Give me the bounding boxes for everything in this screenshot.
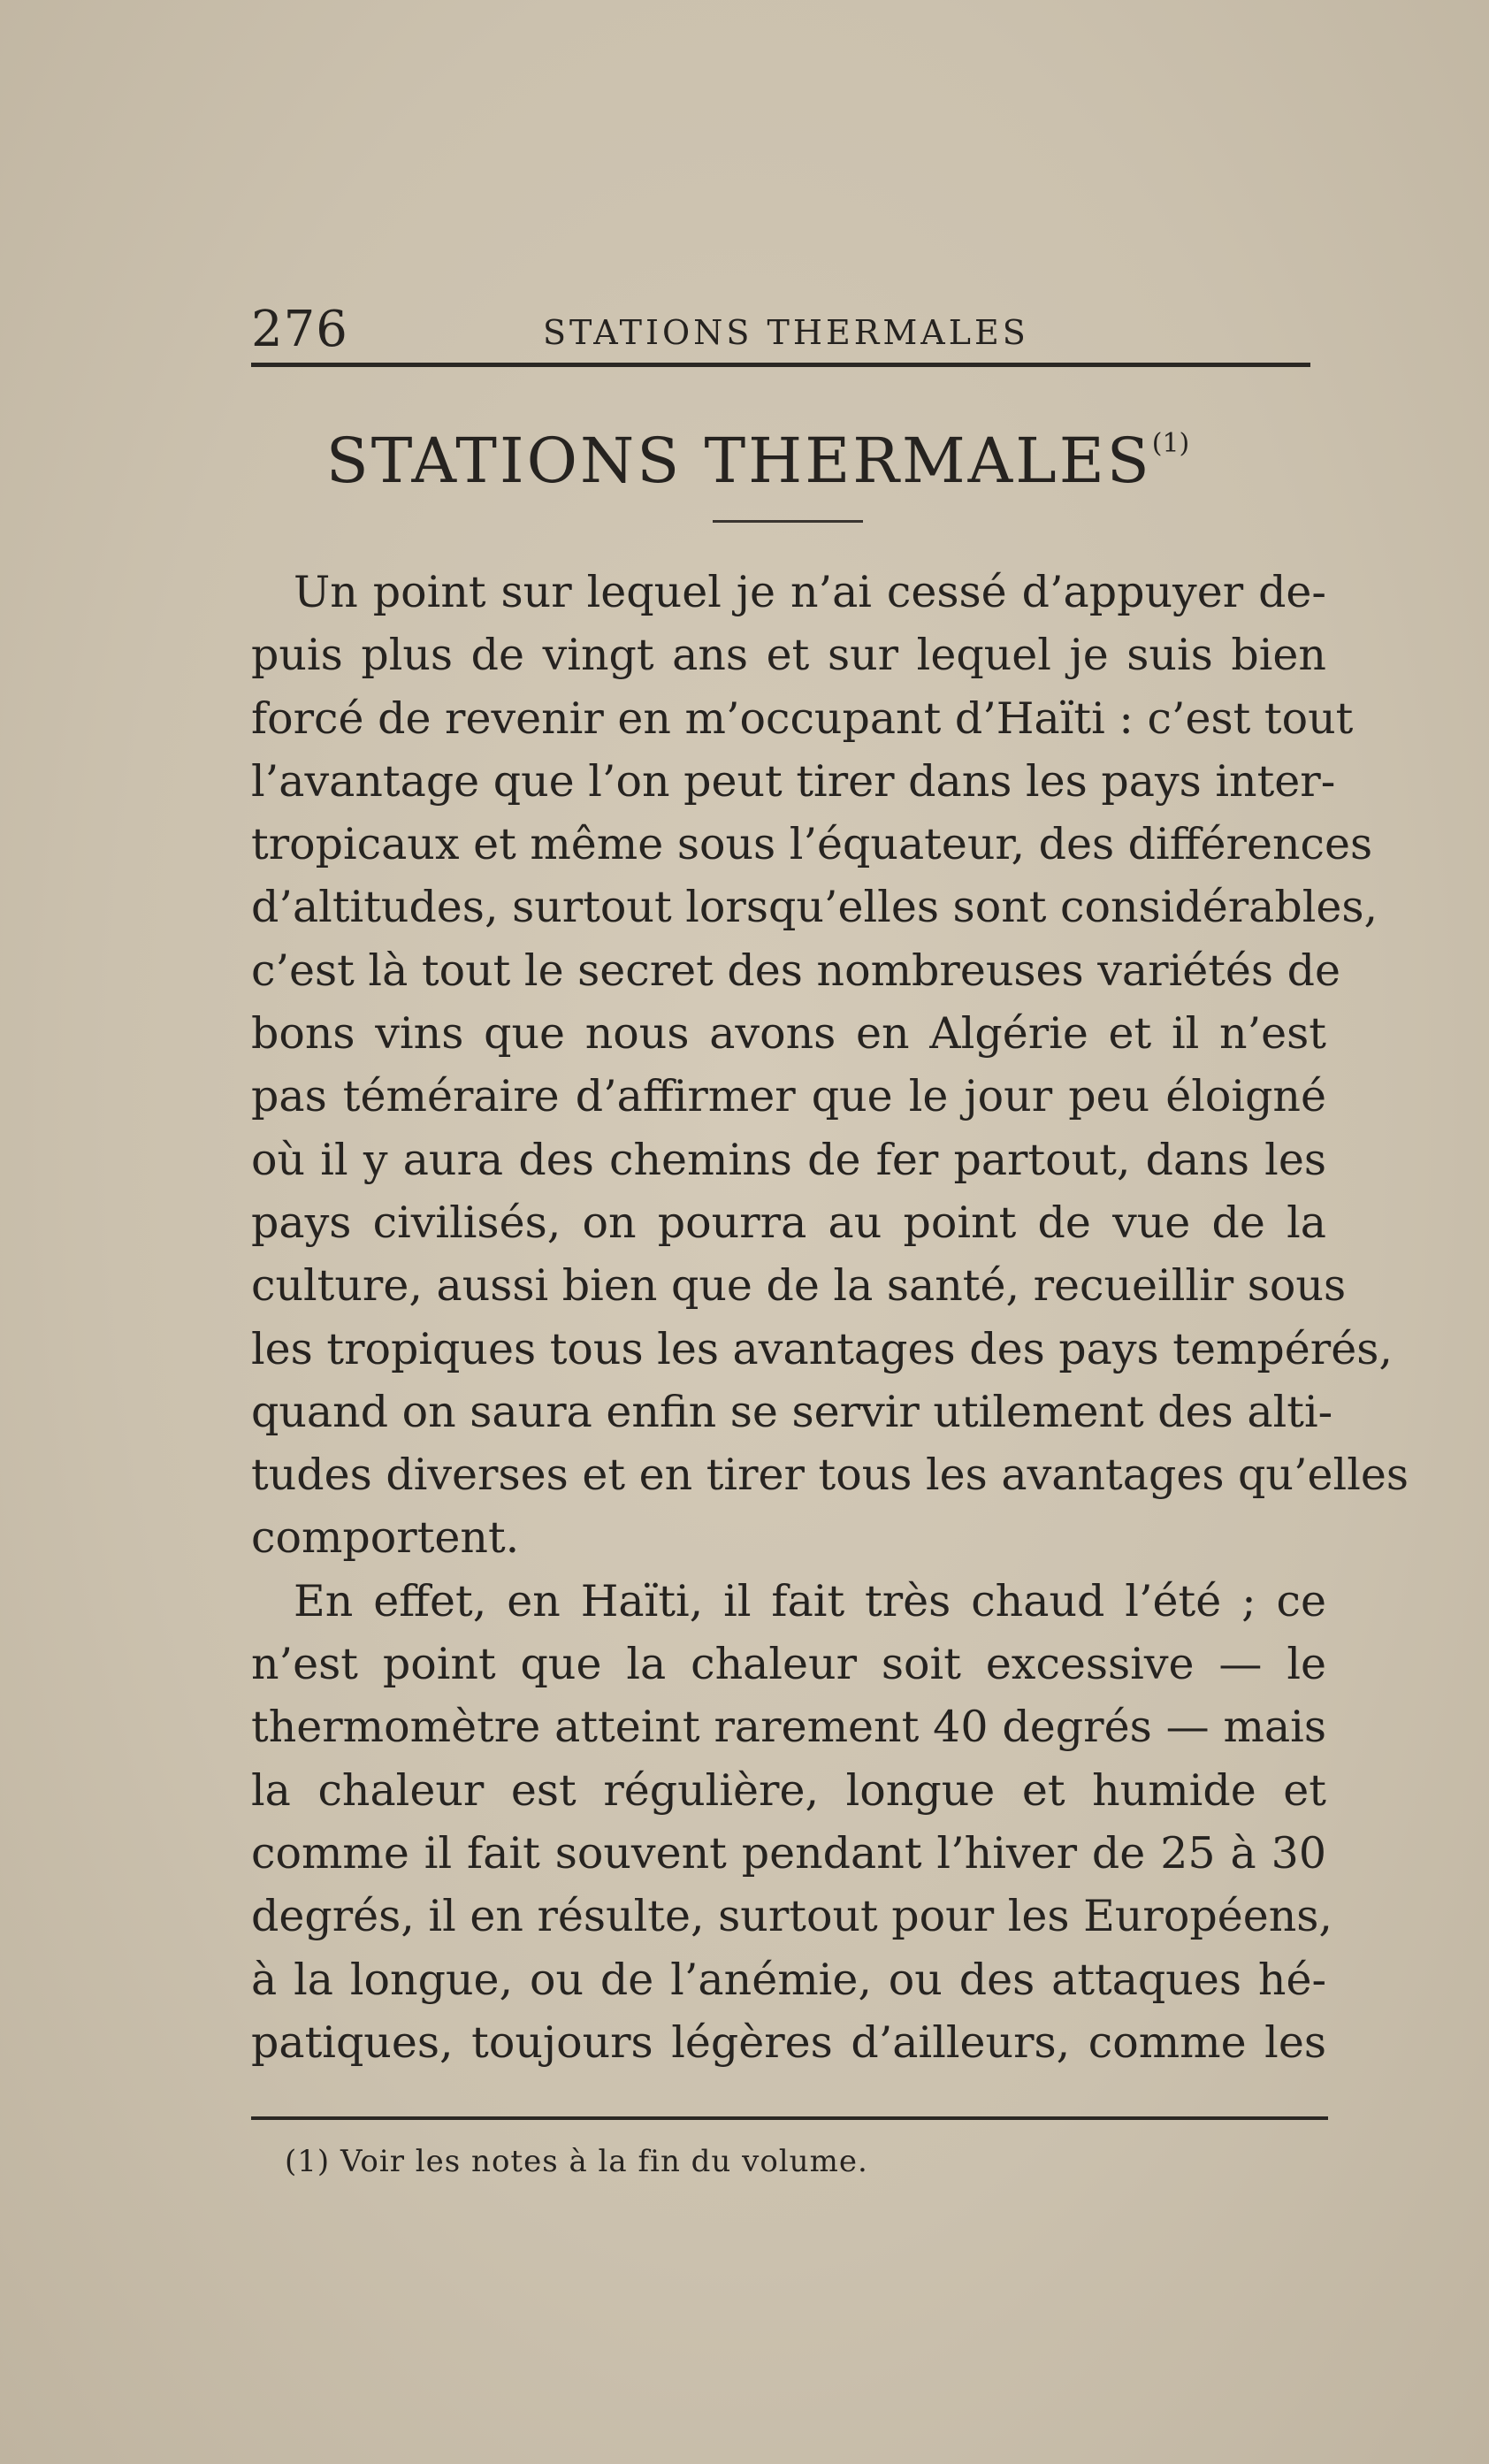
chapter-title-text: STATIONS THERMALES xyxy=(325,425,1152,497)
text-line: bons vins que nous avons en Algérie et il n’est xyxy=(251,1008,1326,1060)
text-line: puis plus de vingt ans et sur lequel je suis bien xyxy=(251,630,1326,681)
text-line: degrés, il en résulte, surtout pour les Européens, xyxy=(251,1891,1332,1942)
text-line: thermomètre atteint rarement 40 degrés — mais xyxy=(251,1702,1326,1753)
text-line: culture, aussi bien que de la santé, recueillir sous xyxy=(251,1260,1347,1312)
footnote-reference: (1) xyxy=(1151,428,1190,459)
chapter-title xyxy=(0,425,1489,497)
footnote-rule xyxy=(251,2116,1328,2120)
text-line: pas téméraire d’affirmer que le jour peu éloigné xyxy=(251,1071,1326,1122)
header-rule xyxy=(251,363,1310,367)
text-line: la chaleur est régulière, longue et humide et xyxy=(251,1764,1326,1816)
text-line: comme il fait souvent pendant l’hiver de 25 à 30 xyxy=(251,1827,1326,1879)
text-line: n’est point que la chaleur soit excessive — le xyxy=(251,1639,1326,1690)
text-line: quand on saura enfin se servir utilement des alti- xyxy=(251,1386,1333,1437)
text-line: c’est là tout le secret des nombreuses variétés de xyxy=(251,945,1341,996)
text-line: tudes diverses et en tirer tous les avantages qu’elles xyxy=(251,1450,1409,1501)
page-number: 276 xyxy=(251,301,348,358)
text-line: forcé de revenir en m’occupant d’Haïti : c’est tout xyxy=(251,693,1354,744)
text-line: tropicaux et même sous l’équateur, des différences xyxy=(251,819,1373,870)
text-line: Un point sur lequel je n’ai cessé d’appuyer de- xyxy=(294,567,1326,617)
text-line: d’altitudes, surtout lorsqu’elles sont considérables, xyxy=(251,882,1378,933)
running-title: STATIONS THERMALES xyxy=(543,313,1029,352)
text-line: les tropiques tous les avantages des pays tempérés, xyxy=(251,1323,1393,1374)
text-line: pays civilisés, on pourra au point de vue de la xyxy=(251,1197,1326,1248)
text-line: où il y aura des chemins de fer partout, dans les xyxy=(251,1134,1326,1185)
text-line: patiques, toujours légères d’ailleurs, comme les xyxy=(251,2016,1326,2068)
body-text xyxy=(251,561,1409,2074)
running-header xyxy=(251,301,1312,363)
text-line: En effet, en Haïti, il fait très chaud l’été ; ce xyxy=(294,1575,1326,1626)
text-line: à la longue, ou de l’anémie, ou des attaques hé- xyxy=(251,1954,1326,2005)
text-line: l’avantage que l’on peut tirer dans les pays inter- xyxy=(251,755,1336,807)
footnote: (1) Voir les notes à la fin du volume. xyxy=(285,2144,868,2179)
title-ornament-rule xyxy=(713,520,863,523)
text-line: comportent. xyxy=(251,1512,520,1564)
